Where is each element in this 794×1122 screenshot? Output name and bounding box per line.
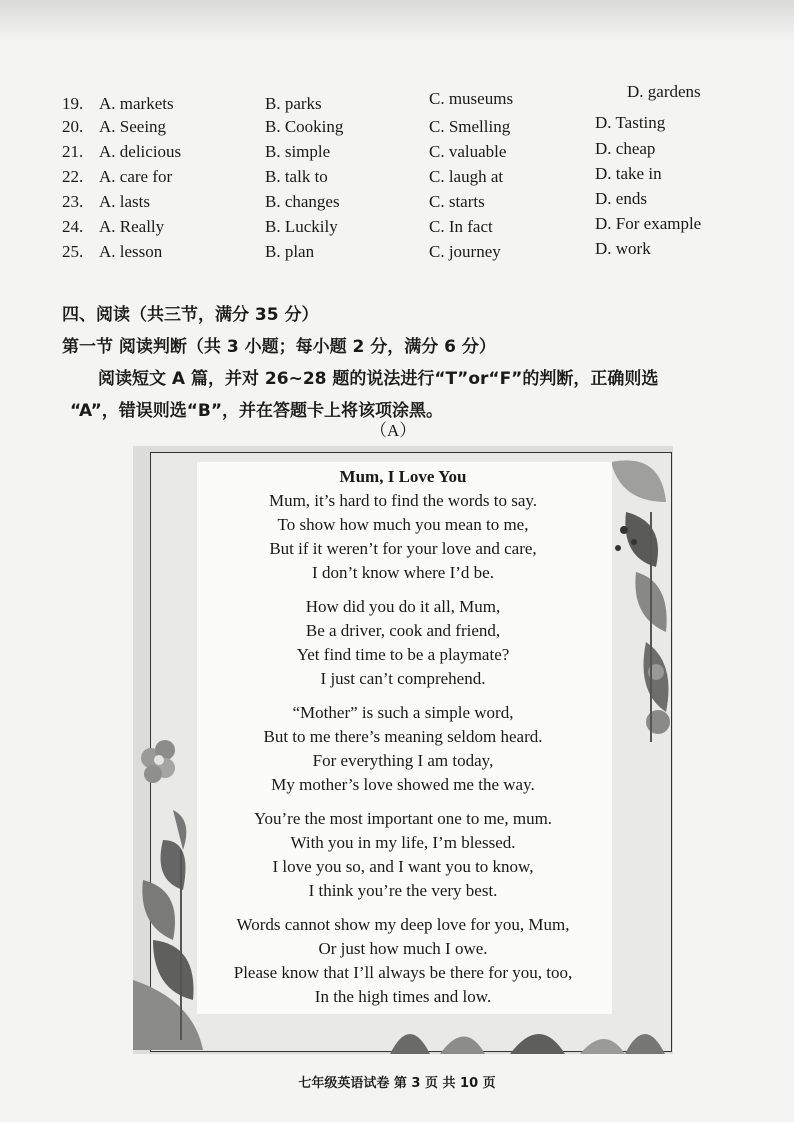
passage-label: （A） bbox=[370, 421, 417, 440]
poem-line: “Mother” is such a simple word, bbox=[292, 703, 514, 722]
poem-line: With you in my life, I’m blessed. bbox=[290, 833, 516, 852]
option-c: C. valuable bbox=[429, 142, 507, 161]
option-d: D. cheap bbox=[595, 139, 656, 158]
option-d: D. For example bbox=[595, 214, 702, 233]
option-b: B. plan bbox=[265, 242, 315, 261]
poem-stanza bbox=[133, 913, 673, 1009]
option-a: A. markets bbox=[99, 94, 174, 113]
poem bbox=[133, 465, 673, 1009]
question-number: 24. bbox=[62, 217, 84, 236]
poem-line: Or just how much I owe. bbox=[318, 939, 488, 958]
poem-line: You’re the most important one to me, mum. bbox=[253, 809, 553, 828]
poem-stanza bbox=[133, 489, 673, 585]
poem-line: How did you do it all, Mum, bbox=[305, 597, 501, 616]
question-number: 21. bbox=[62, 142, 84, 161]
option-b: B. talk to bbox=[265, 167, 328, 186]
option-d: D. ends bbox=[595, 189, 647, 208]
poem-line: Words cannot show my deep love for you, Mum, bbox=[236, 915, 570, 934]
poem-line: Please know that I’ll always be there for you, too, bbox=[233, 963, 573, 982]
option-a: A. Seeing bbox=[99, 117, 167, 136]
poem-stanza bbox=[133, 701, 673, 797]
option-b: B. Luckily bbox=[265, 217, 338, 236]
option-a: A. lesson bbox=[99, 242, 163, 261]
option-d: D. gardens bbox=[627, 82, 701, 101]
poem-line: In the high times and low. bbox=[314, 987, 492, 1006]
option-a: A. lasts bbox=[99, 192, 150, 211]
poem-line: I love you so, and I want you to know, bbox=[272, 857, 534, 876]
poem-stanza bbox=[133, 807, 673, 903]
poem-line: I just can’t comprehend. bbox=[320, 669, 486, 688]
poem-line: Be a driver, cook and friend, bbox=[305, 621, 501, 640]
page-footer: 七年级英语试卷 第 3 页 共 10 页 bbox=[298, 1076, 496, 1091]
question-number: 23. bbox=[62, 192, 84, 211]
poem-stanza bbox=[133, 595, 673, 691]
poem-line: For everything I am today, bbox=[312, 751, 494, 770]
option-d: D. work bbox=[595, 239, 651, 258]
option-c: C. museums bbox=[429, 89, 514, 108]
option-b: B. Cooking bbox=[265, 117, 344, 136]
option-b: B. changes bbox=[265, 192, 340, 211]
choice-row-25 bbox=[62, 239, 742, 267]
part-heading: 第一节 阅读判断（共 3 小题；每小题 2 分，满分 6 分） bbox=[62, 337, 496, 357]
question-number: 20. bbox=[62, 117, 84, 136]
poem-line: Mum, it’s hard to find the words to say. bbox=[268, 491, 538, 510]
instruction-line-2: “A”，错误则选“B”，并在答题卡上将该项涂黑。 bbox=[70, 401, 444, 421]
instruction-line-1: 阅读短文 A 篇，并对 26~28 题的说法进行“T”or“F”的判断，正确则选 bbox=[98, 369, 659, 389]
option-a: A. Really bbox=[99, 217, 165, 236]
poem-line: I think you’re the very best. bbox=[308, 881, 498, 900]
option-c: C. journey bbox=[429, 242, 501, 261]
option-c: C. laugh at bbox=[429, 167, 504, 186]
floral-decoration-bottom bbox=[380, 1010, 670, 1054]
option-d: D. take in bbox=[595, 164, 662, 183]
scan-shadow bbox=[0, 0, 794, 40]
choice-table bbox=[62, 82, 742, 267]
question-number: 25. bbox=[62, 242, 84, 261]
poem-line: But if it weren’t for your love and care, bbox=[269, 539, 537, 558]
option-c: C. In fact bbox=[429, 217, 493, 236]
option-b: B. simple bbox=[265, 142, 331, 161]
question-number: 22. bbox=[62, 167, 84, 186]
option-b: B. parks bbox=[265, 94, 322, 113]
poem-title: Mum, I Love You bbox=[339, 467, 467, 486]
section-heading: 四、阅读（共三节，满分 35 分） bbox=[62, 305, 319, 325]
option-a: A. care for bbox=[99, 167, 173, 186]
option-c: C. starts bbox=[429, 192, 485, 211]
poem-line: To show how much you mean to me, bbox=[277, 515, 529, 534]
poem-line: My mother’s love showed me the way. bbox=[271, 775, 535, 794]
poem-line: I don’t know where I’d be. bbox=[312, 563, 494, 582]
option-d: D. Tasting bbox=[595, 113, 666, 132]
poem-line: But to me there’s meaning seldom heard. bbox=[263, 727, 543, 746]
option-c: C. Smelling bbox=[429, 117, 511, 136]
poem-line: Yet find time to be a playmate? bbox=[296, 645, 510, 664]
question-number: 19. bbox=[62, 94, 84, 113]
option-a: A. delicious bbox=[99, 142, 182, 161]
